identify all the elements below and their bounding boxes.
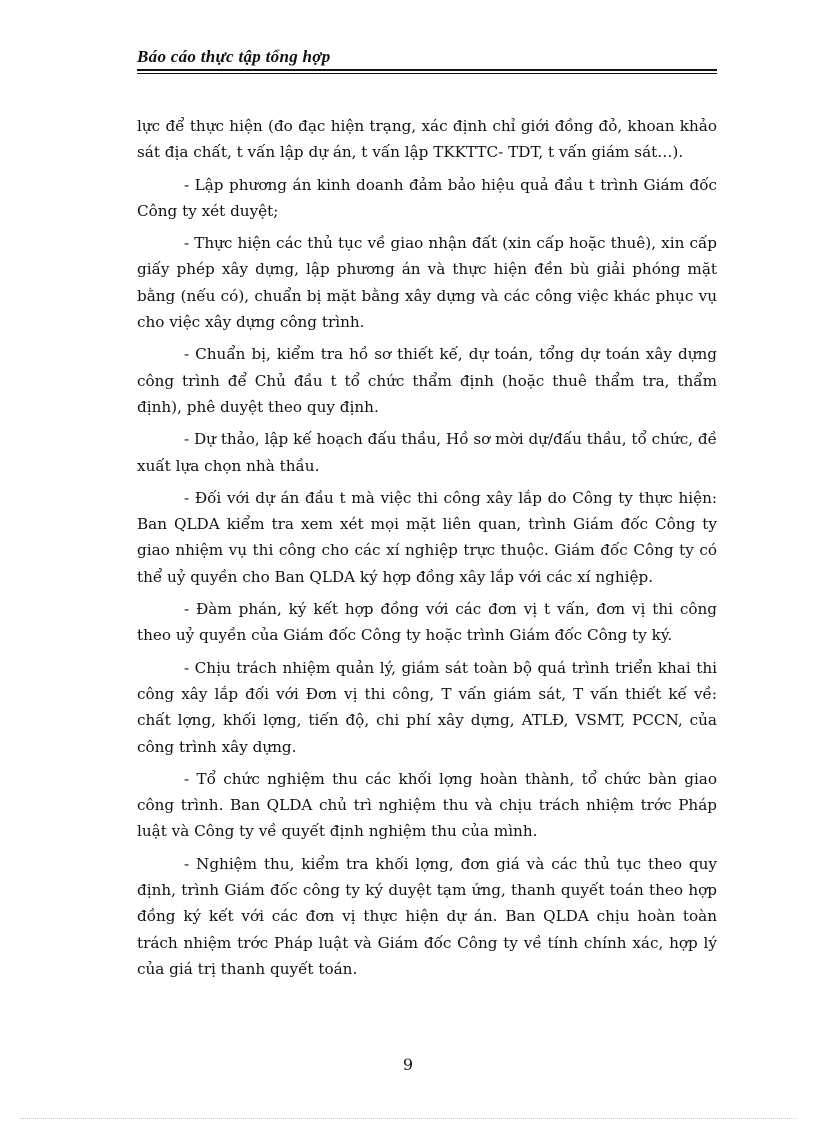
paragraph: - Thực hiện các thủ tục về giao nhận đất (xin cấp hoặc thuê), xin cấp giấy phép xây dựng, lập phương án và thực hiện đền bù giải phóng mặt bằng (nếu có), chuẩn bị mặt bằng xây dựng và các công việc khác phục vụ cho việc xây dựng công trình. bbox=[137, 234, 717, 332]
page-number: 9 bbox=[402, 1055, 414, 1074]
paragraph: - Lập phương án kinh doanh đảm bảo hiệu quả đầu t trình Giám đốc Công ty xét duyệt; bbox=[137, 175, 717, 220]
footer-divider bbox=[20, 1118, 796, 1119]
body-text bbox=[137, 113, 717, 988]
paragraph: - Đàm phán, ký kết hợp đồng với các đơn vị t vấn, đơn vị thi công theo uỷ quyền của Giám đốc Công ty hoặc trình Giám đốc Công ty ký. bbox=[137, 600, 717, 645]
header-rule-thick bbox=[137, 69, 717, 71]
paragraph: - Chịu trách nhiệm quản lý, giám sát toàn bộ quá trình triển khai thi công xây lắp đối với Đơn vị thi công, T vấn giám sát, T vấn thiết kế về: chất lợng, khối lợng, tiến độ, chi phí xây dựng, ATLĐ, VSMT, PCCN, của công trình xây dựng. bbox=[137, 658, 717, 756]
paragraph: - Nghiệm thu, kiểm tra khối lợng, đơn giá và các thủ tục theo quy định, trình Giám đốc công ty ký duyệt tạm ứng, thanh quyết toán theo hợp đồng ký kết với các đơn vị thực hiện dự án. Ban QLDA chịu hoàn toàn trách nhiệm trớc Pháp luật và Giám đốc Công ty về tính chính xác, hợp lý của giá trị thanh quyết toán. bbox=[137, 854, 717, 978]
page-header bbox=[137, 46, 717, 74]
paragraph: - Dự thảo, lập kế hoạch đấu thầu, Hồ sơ mời dự/đấu thầu, tổ chức, đề xuất lựa chọn nhà thầu. bbox=[137, 430, 717, 475]
paragraph: - Chuẩn bị, kiểm tra hồ sơ thiết kế, dự toán, tổng dự toán xây dựng công trình để Chủ đầu t tổ chức thẩm định (hoặc thuê thẩm tra, thẩm định), phê duyệt theo quy định. bbox=[137, 345, 717, 416]
header-title: Báo cáo thực tập tổng hợp bbox=[137, 47, 331, 66]
header-rule-thin bbox=[137, 73, 717, 74]
paragraph: - Tổ chức nghiệm thu các khối lợng hoàn thành, tổ chức bàn giao công trình. Ban QLDA chủ trì nghiệm thu và chịu trách nhiệm trớc Pháp luật và Công ty về quyết định nghiệm thu của mình. bbox=[137, 769, 717, 841]
paragraph: lực để thực hiện (đo đạc hiện trạng, xác định chỉ giới đồng đỏ, khoan khảo sát địa chất, t vấn lập dự án, t vấn lập TKKTTC- TDT, t vấn giám sát…). bbox=[137, 117, 717, 162]
paragraph: - Đối với dự án đầu t mà việc thi công xây lắp do Công ty thực hiện: Ban QLDA kiểm tra xem xét mọi mặt liên quan, trình Giám đốc Công ty giao nhiệm vụ thi công cho các xí nghiệp trực thuộc. Giám đốc Công ty có thể uỷ quyền cho Ban QLDA ký hợp đồng xây lắp với các xí nghiệp. bbox=[137, 488, 717, 586]
